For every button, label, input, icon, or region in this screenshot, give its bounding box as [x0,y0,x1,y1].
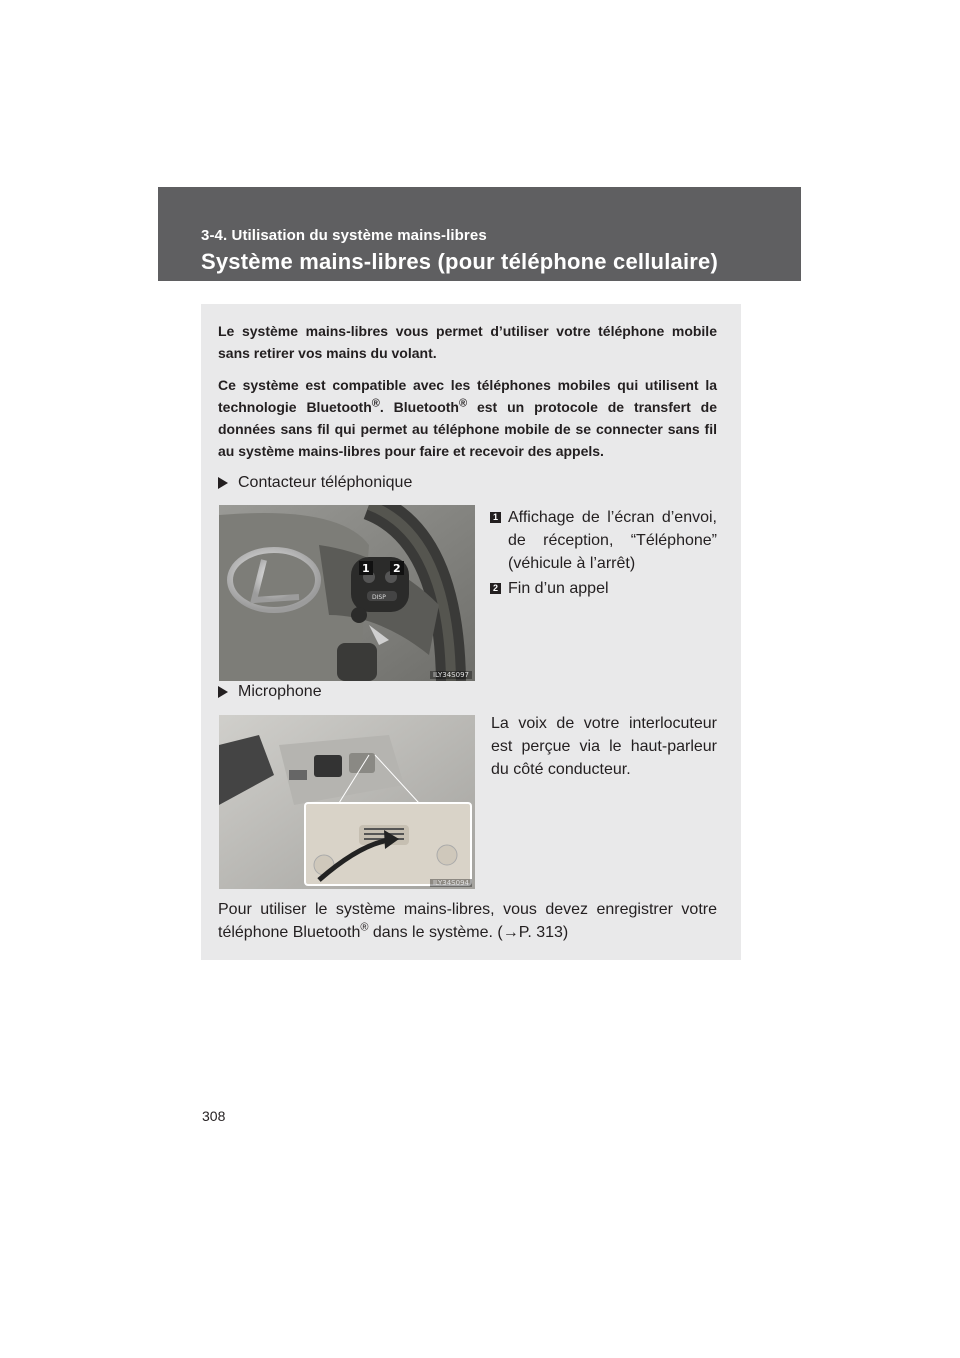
page-title: Système mains-libres (pour téléphone cellulaire) [201,249,718,274]
heading-microphone [218,683,322,701]
intro-paragraph-1: Le système mains-libres vous permet d’utiliser votre téléphone mobile sans retirer vos mains du volant. [218,323,717,361]
registered-mark: ® [458,397,468,410]
photo-code: ILY34S097 [430,671,472,679]
microphone-illustration [219,715,475,889]
number-badge-2: 2 [490,583,501,594]
disp-label: DISP [372,594,386,601]
heading-text: Microphone [238,683,322,700]
callout-item-1 [490,506,717,575]
steering-wheel-photo [219,505,475,681]
triangle-bullet-icon [218,686,228,698]
photo-label-1: 1 [362,562,370,575]
callout-text-2: Fin d’un appel [508,580,609,597]
intro-text-c: est un protocole de transfert de données sans fil qui permet au téléphone mobile de se connecter sans fil au système mains-libres pour faire et recevoir des appels. [218,399,717,459]
section-header [158,187,801,281]
steering-wheel-illustration [219,505,475,681]
intro-text-b: . Bluetooth [379,399,459,415]
callout-item-2 [490,577,717,600]
intro-paragraph-2 [218,374,717,462]
registered-mark: ® [360,921,369,934]
heading-phone-switch [218,474,412,492]
final-text-a: Pour utiliser le système mains-libres, vous devez enregistrer votre téléphone Bluetooth [218,901,717,941]
intro-text-a: Ce système est compatible avec les téléphones mobiles qui utilisent la technologie Bluetooth [218,377,717,415]
callout-text-1: Affichage de l’écran d’envoi, de réception, “Téléphone” (véhicule à l’arrêt) [508,509,717,572]
heading-text: Contacteur téléphonique [238,474,413,491]
microphone-photo [219,715,475,889]
triangle-bullet-icon [218,477,228,489]
section-label: 3-4. Utilisation du système mains-libres [201,227,487,244]
photo-label-2: 2 [393,562,401,575]
number-badge-1: 1 [490,512,501,523]
photo-code: ILY34S094 [430,879,472,887]
final-text-b: dans le système. (→P. 313) [368,924,569,941]
final-paragraph [218,898,717,944]
registered-mark: ® [371,397,380,410]
microphone-description: La voix de votre interlocuteur est perçue via le haut-parleur du côté conducteur. [491,715,717,778]
page-number: 308 [202,1108,226,1124]
